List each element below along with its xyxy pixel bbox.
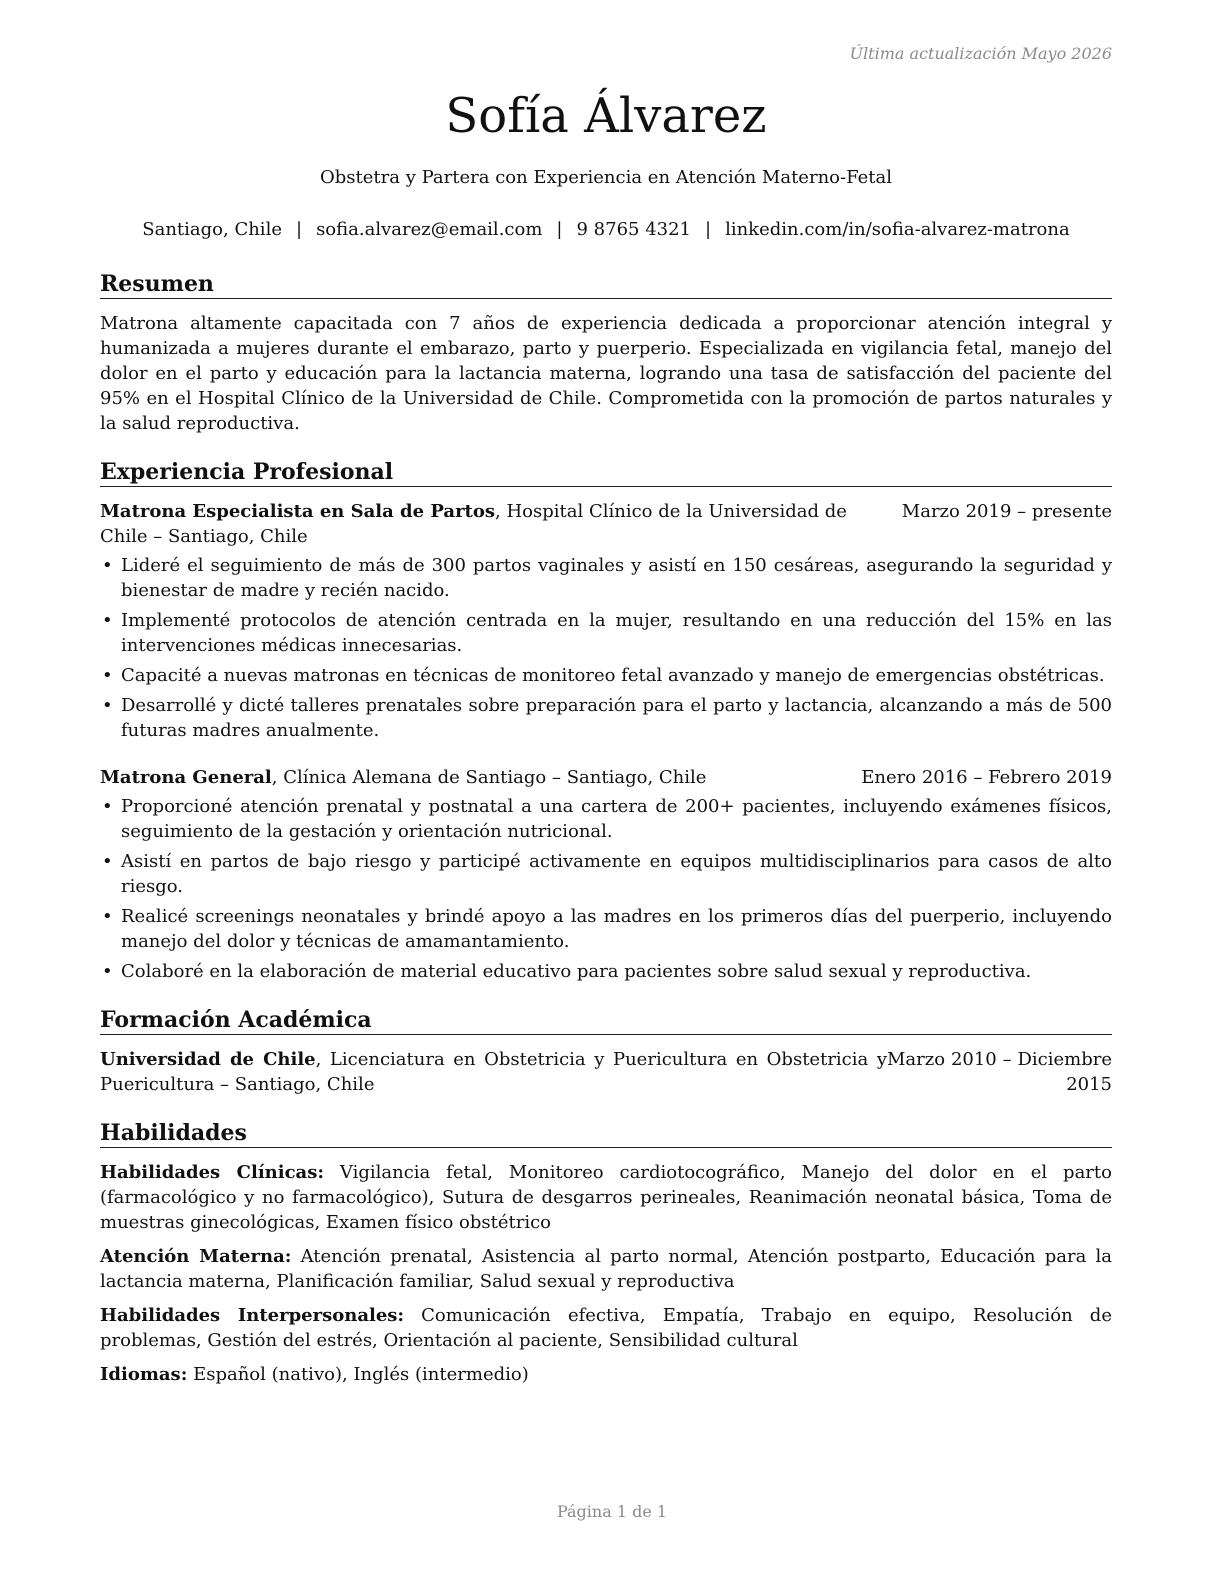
skill-text: Español (nativo), Inglés (intermedio): [187, 1364, 529, 1385]
skill-text: Vigilancia fetal, Monitoreo cardiotocográfico, Manejo del dolor en el parto (farmacológico y no farmacológico), Sutura de desgarros perineales, Reanimación neonatal básica, Toma de muestras ginecológicas, Examen físico obstétrico: [100, 1162, 1112, 1233]
job-dates: Enero 2016 – Febrero 2019: [861, 767, 1112, 788]
education-dates: [887, 1047, 1112, 1097]
contact-email[interactable]: sofia.alvarez@email.com: [316, 219, 543, 240]
list-item: [100, 663, 1112, 688]
resume-content: [100, 270, 1112, 1409]
list-item: [100, 794, 1112, 844]
skill-group: [100, 1160, 1112, 1235]
contact-phone: 9 8765 4321: [576, 219, 691, 240]
list-item: [100, 553, 1112, 603]
education-dates-line1: Marzo 2010 – Diciembre: [887, 1049, 1112, 1070]
bullet-icon: •: [102, 555, 113, 576]
section-title-education: Formación Académica: [100, 1006, 1112, 1035]
summary-section: [100, 270, 1112, 436]
job-title-place: [100, 499, 902, 549]
bullet-text: Realicé screenings neonatales y brindé apoyo a las madres en los primeros días del puerperio, incluyendo manejo del dolor y técnicas de amamantamiento.: [121, 906, 1112, 952]
list-item: [100, 904, 1112, 954]
contact-separator: |: [705, 219, 712, 240]
resume-page: [100, 0, 1112, 1584]
education-dates-line2: 2015: [1066, 1074, 1112, 1095]
education-school: Universidad de Chile: [100, 1049, 316, 1070]
bullet-text: Proporcioné atención prenatal y postnatal a una cartera de 200+ pacientes, incluyendo exámenes físicos, seguimiento de la gestación y orientación nutricional.: [121, 796, 1112, 842]
candidate-headline: Obstetra y Partera con Experiencia en Atención Materno-Fetal: [320, 167, 892, 188]
bullet-text: Desarrollé y dicté talleres prenatales sobre preparación para el parto y lactancia, alcanzando a más de 500 futuras madres anualmente.: [121, 695, 1112, 741]
bullet-icon: •: [102, 665, 113, 686]
bullet-text: Colaboré en la elaboración de material educativo para pacientes sobre salud sexual y reproductiva.: [121, 961, 1032, 982]
skill-label: Atención Materna:: [100, 1246, 292, 1267]
skill-group: [100, 1244, 1112, 1294]
skills-section: [100, 1119, 1112, 1387]
education-program: , Licenciatura en Obstetricia y Puericultura en Obstetricia y Puericultura – Santiago, Chile: [100, 1049, 887, 1095]
job-title-place: [100, 765, 861, 790]
contact-line: [100, 219, 1112, 240]
skill-label: Habilidades Interpersonales:: [100, 1305, 405, 1326]
section-title-summary: Resumen: [100, 270, 1112, 299]
bullet-text: Implementé protocolos de atención centrada en la mujer, resultando en una reducción del 15% en las intervenciones médicas innecesarias.: [121, 610, 1112, 656]
job-dates: Marzo 2019 – presente: [901, 501, 1112, 522]
bullet-icon: •: [102, 610, 113, 631]
last-updated: Última actualización Mayo 2026: [849, 44, 1112, 63]
education-section: [100, 1006, 1112, 1097]
bullet-text: Asistí en partos de bajo riesgo y participé activamente en equipos multidisciplinarios para casos de alto riesgo.: [121, 851, 1112, 897]
bullet-icon: •: [102, 851, 113, 872]
job-role: Matrona General: [100, 767, 272, 788]
candidate-name: Sofía Álvarez: [445, 88, 767, 144]
job-bullets: [100, 794, 1112, 984]
skill-group: [100, 1362, 1112, 1387]
bullet-icon: •: [102, 906, 113, 927]
education-degree: [100, 1047, 887, 1097]
summary-text: Matrona altamente capacitada con 7 años de experiencia dedicada a proporcionar atención integral y humanizada a mujeres durante el embarazo, parto y puerperio. Especializada en vigilancia fetal, manejo del dolor en el parto y educación para la lactancia materna, logrando una tasa de satisfacción del paciente del 95% en el Hospital Clínico de la Universidad de Chile. Comprometida con la promoción de partos naturales y la salud reproductiva.: [100, 313, 1112, 434]
job-entry: [100, 499, 1112, 743]
job-entry: [100, 765, 1112, 984]
job-header: [100, 765, 1112, 790]
skill-group: [100, 1303, 1112, 1353]
bullet-text: Capacité a nuevas matronas en técnicas de monitoreo fetal avanzado y manejo de emergencias obstétricas.: [121, 665, 1105, 686]
section-title-skills: Habilidades: [100, 1119, 1112, 1148]
skill-text: Atención prenatal, Asistencia al parto normal, Atención postparto, Educación para la lactancia materna, Planificación familiar, Salud sexual y reproductiva: [100, 1246, 1112, 1292]
contact-separator: |: [556, 219, 563, 240]
skill-text: Comunicación efectiva, Empatía, Trabajo en equipo, Resolución de problemas, Gestión del estrés, Orientación al paciente, Sensibilidad cultural: [100, 1305, 1112, 1351]
page-number: Página 1 de 1: [556, 1502, 668, 1521]
list-item: [100, 959, 1112, 984]
section-title-experience: Experiencia Profesional: [100, 458, 1112, 487]
bullet-icon: •: [102, 796, 113, 817]
list-item: [100, 849, 1112, 899]
experience-section: [100, 458, 1112, 984]
contact-separator: |: [295, 219, 303, 240]
contact-linkedin[interactable]: linkedin.com/in/sofia-alvarez-matrona: [725, 219, 1070, 240]
skill-label: Habilidades Clínicas:: [100, 1162, 324, 1183]
bullet-icon: •: [102, 695, 113, 716]
education-entry: [100, 1047, 1112, 1097]
bullet-text: Lideré el seguimiento de más de 300 partos vaginales y asistí en 150 cesáreas, asegurando la seguridad y bienestar de madre y recién nacido.: [121, 555, 1112, 601]
contact-location: Santiago, Chile: [142, 219, 282, 240]
job-place: , Clínica Alemana de Santiago – Santiago, Chile: [271, 767, 707, 788]
job-bullets: [100, 553, 1112, 743]
list-item: [100, 608, 1112, 658]
skill-label: Idiomas:: [100, 1364, 188, 1385]
job-place: , Hospital Clínico de la Universidad de Chile – Santiago, Chile: [100, 501, 847, 547]
bullet-icon: •: [102, 961, 113, 982]
list-item: [100, 693, 1112, 743]
job-role: Matrona Especialista en Sala de Partos: [100, 501, 496, 522]
job-header: [100, 499, 1112, 549]
